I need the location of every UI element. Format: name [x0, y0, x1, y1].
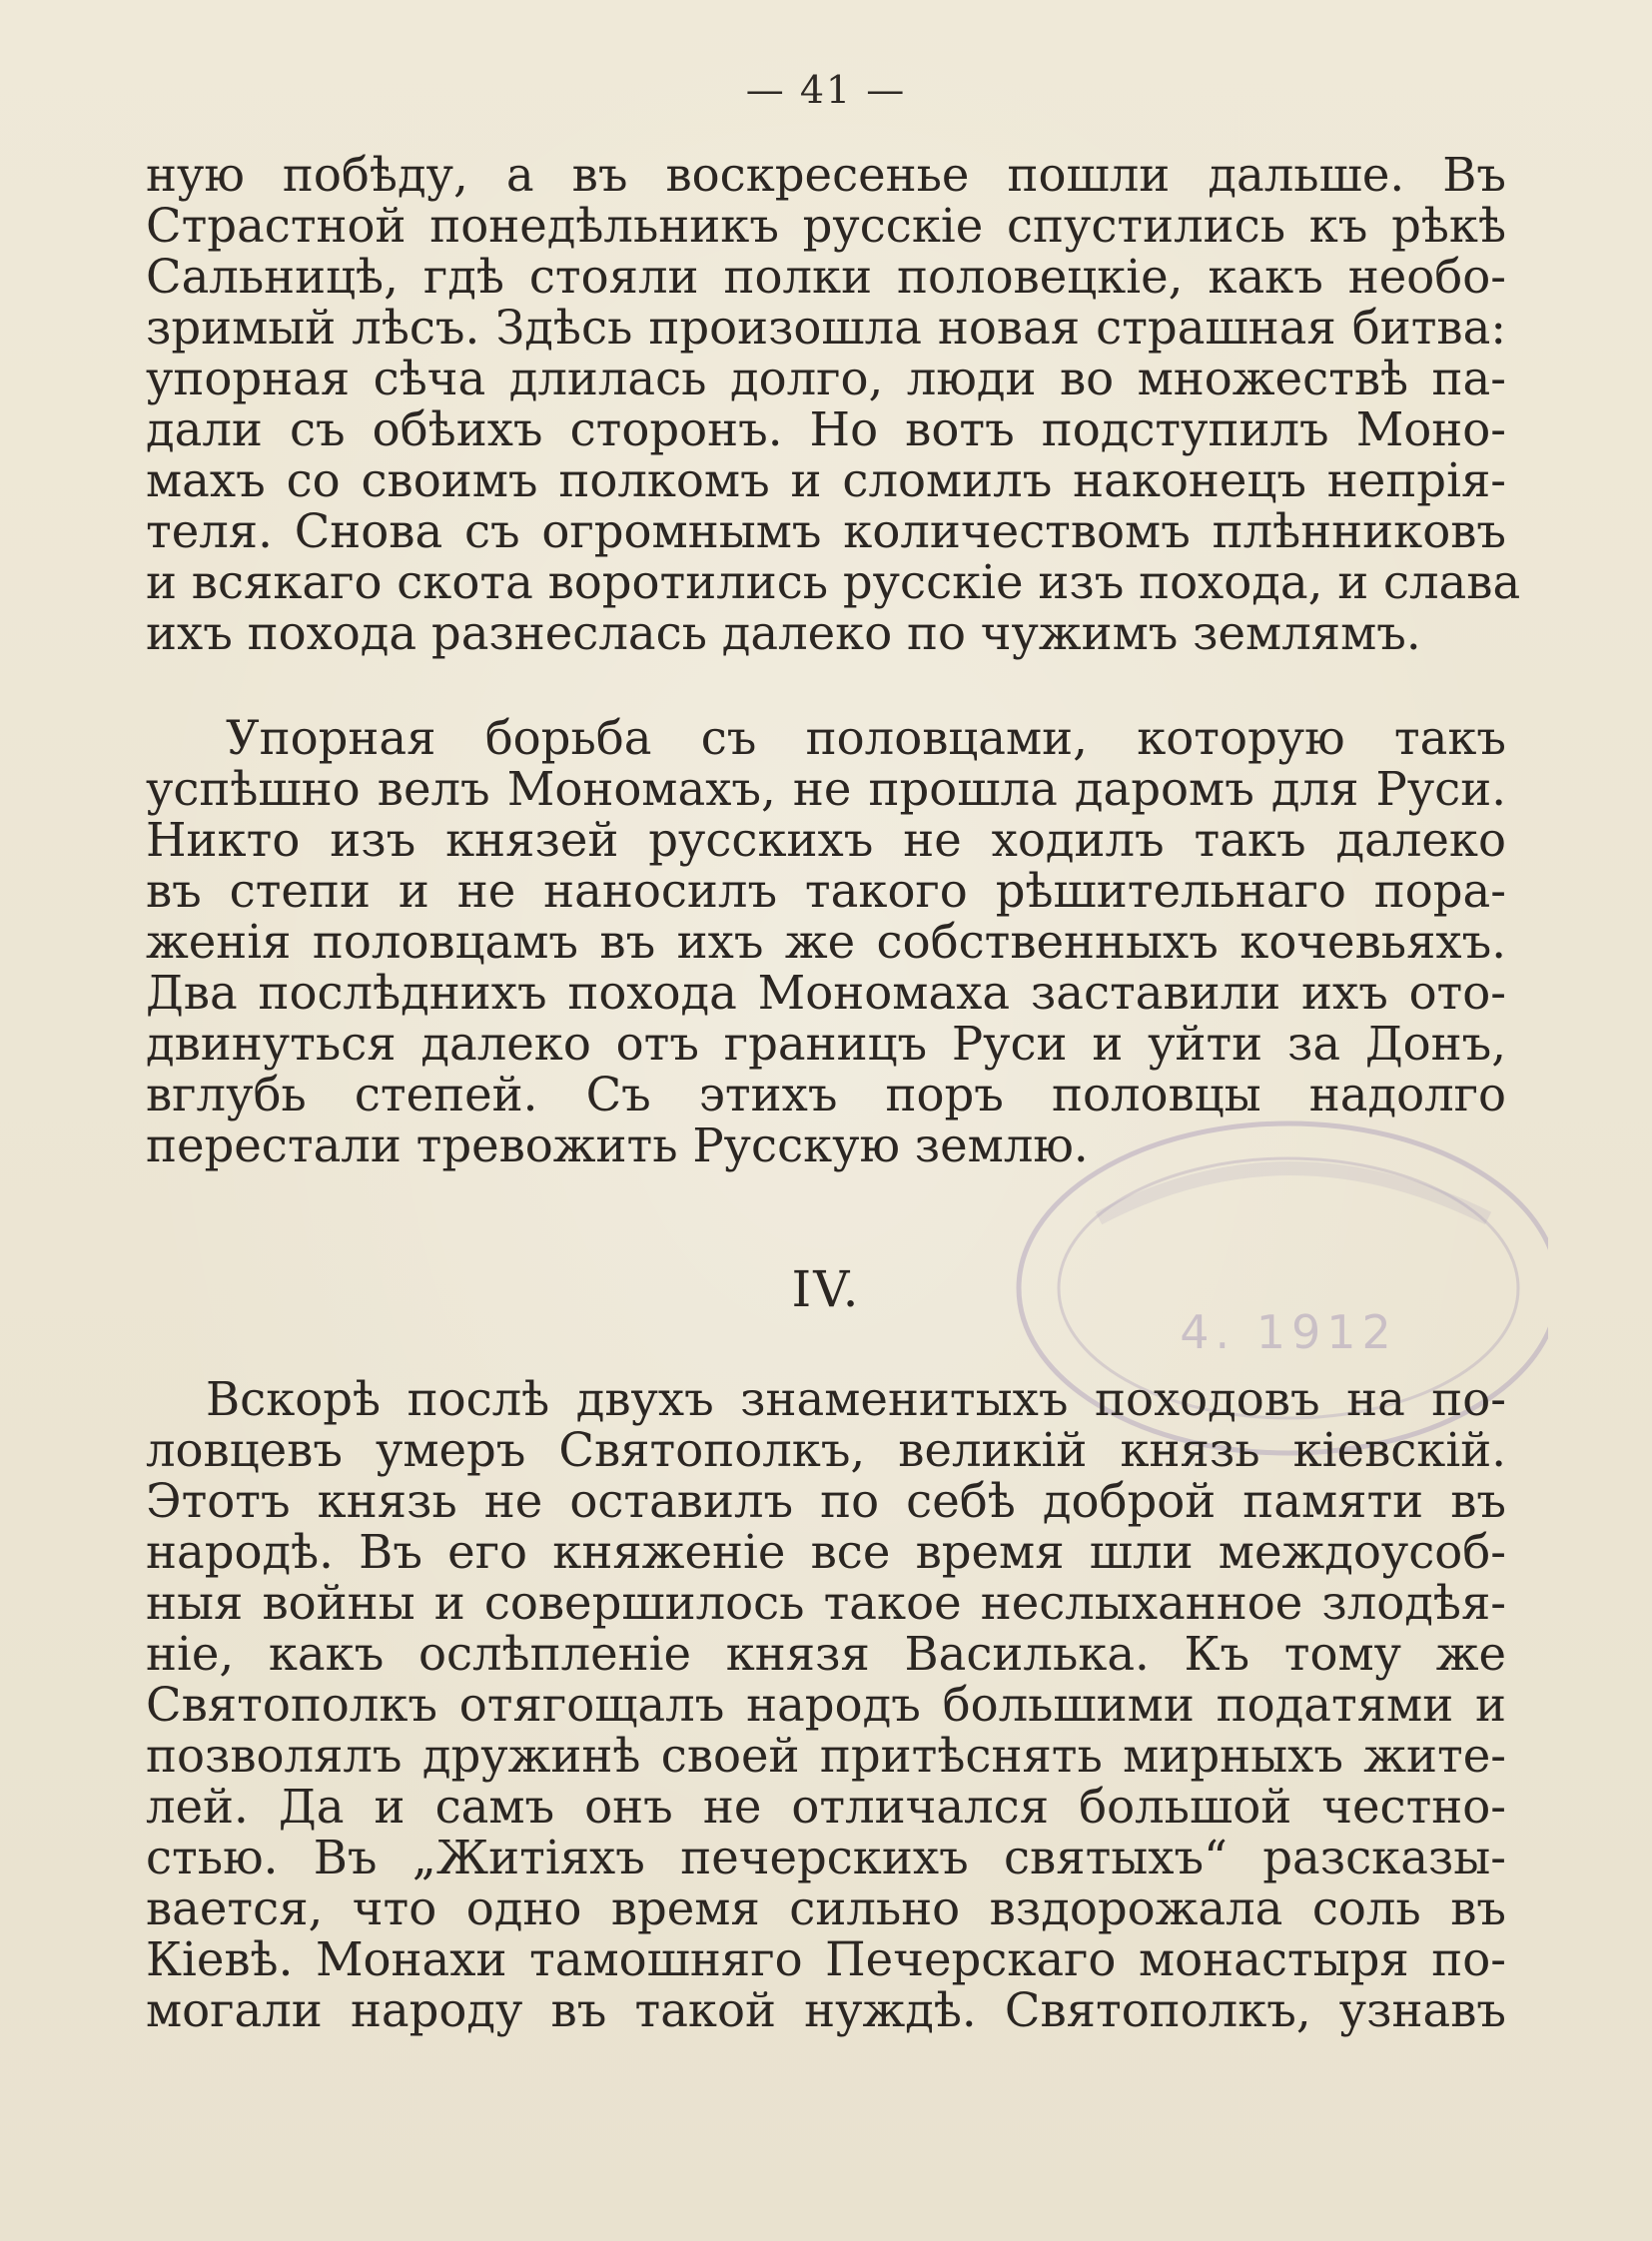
text-line: Сальницѣ, гдѣ стояли полки половецкіе, какъ необо-	[146, 250, 1506, 304]
paragraph-1	[146, 148, 1521, 660]
text-line: въ степи и не наносилъ такого рѣшительнаго пора-	[146, 864, 1506, 918]
text-line: вается, что одно время сильно вздорожала соль въ	[146, 1881, 1506, 1935]
text-line: Этотъ князь не оставилъ по себѣ доброй памяти въ	[146, 1474, 1506, 1528]
section-heading: IV.	[791, 1260, 861, 1318]
text-line: упорная сѣча длилась долго, люди во множествѣ па-	[146, 352, 1506, 405]
text-line: перестали тревожить Русскую землю.	[146, 1119, 1089, 1172]
text-line: ныя войны и совершилось такое неслыханное злодѣя-	[146, 1576, 1506, 1630]
text-line: Страстной понедѣльникъ русскіе спустились къ рѣкѣ	[146, 199, 1506, 253]
text-line: стью. Въ „Житіяхъ печерскихъ святыхъ“ разсказы-	[146, 1831, 1506, 1884]
text-line: Никто изъ князей русскихъ не ходилъ такъ далеко	[146, 813, 1506, 867]
text-line: Святополкъ отягощалъ народъ большими податями и	[146, 1678, 1506, 1732]
text-line: зримый лѣсъ. Здѣсь произошла новая страшная битва:	[146, 301, 1506, 355]
paragraph-2	[146, 713, 1506, 1171]
text-line: и всякаго скота воротились русскіе изъ похода, и слава	[146, 555, 1521, 609]
text-line: женія половцамъ въ ихъ же собственныхъ кочевьяхъ.	[146, 915, 1506, 969]
text-line: ихъ похода разнеслась далеко по чужимъ землямъ.	[146, 606, 1421, 660]
paragraph-3	[146, 1374, 1506, 2036]
text-line: ную побѣду, а въ воскресенье пошли дальше. Въ	[146, 148, 1506, 202]
text-line: дали съ обѣихъ сторонъ. Но вотъ подступилъ Моно-	[146, 402, 1506, 456]
text-line: Кіевѣ. Монахи тамошняго Печерскаго монастыря по-	[146, 1932, 1506, 1986]
text-line: двинуться далеко отъ границъ Руси и уйти за Донъ,	[146, 1017, 1506, 1071]
text-line: могали народу въ такой нуждѣ. Святополкъ, узнавъ	[146, 1983, 1506, 2037]
text-line: Вскорѣ послѣ двухъ знаменитыхъ походовъ на по-	[206, 1372, 1506, 1426]
text-line: лей. Да и самъ онъ не отличался большой честно-	[146, 1780, 1506, 1834]
text-line: махъ со своимъ полкомъ и сломилъ наконецъ непрія-	[146, 453, 1506, 507]
text-line: Два послѣднихъ похода Мономаха заставили ихъ ото-	[146, 966, 1506, 1020]
page-number: — 41 —	[745, 68, 907, 112]
text-line: вглубь степей. Съ этихъ поръ половцы надолго	[146, 1068, 1506, 1121]
text-line: Упорная борьба съ половцами, которую такъ	[226, 711, 1506, 765]
text-line: народѣ. Въ его княженіе все время шли междоусоб-	[146, 1525, 1506, 1579]
stamp-date: 4. 1912	[1180, 1305, 1397, 1359]
text-line: теля. Снова съ огромнымъ количествомъ плѣнниковъ	[146, 504, 1506, 558]
text-line: ніе, какъ ослѣпленіе князя Василька. Къ тому же	[146, 1627, 1506, 1681]
text-line: успѣшно велъ Мономахъ, не прошла даромъ для Руси.	[146, 762, 1506, 816]
text-line: ловцевъ умеръ Святополкъ, великій князь кіевскій.	[146, 1423, 1506, 1477]
text-line: позволялъ дружинѣ своей притѣснять мирныхъ жите-	[146, 1729, 1506, 1783]
